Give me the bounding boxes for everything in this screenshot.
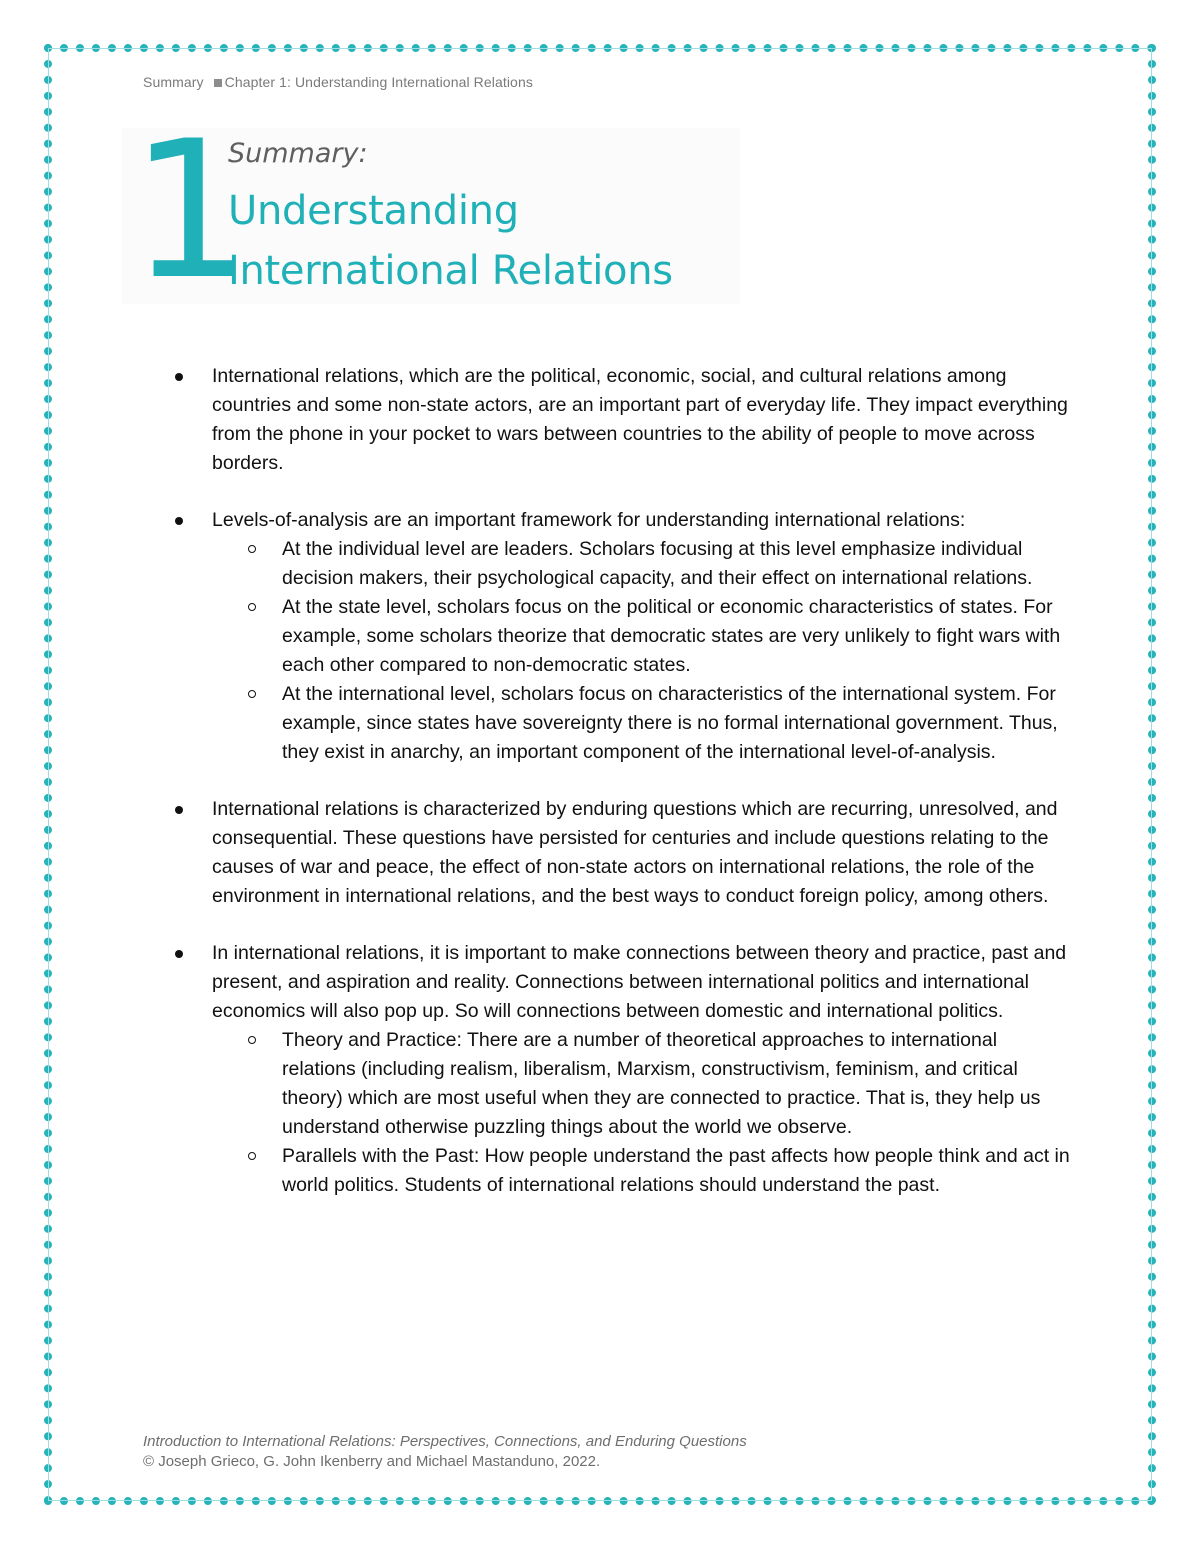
footer-book-title: Introduction to International Relations: Perspectives, Connections, and Enduring Questions [143, 1433, 747, 1450]
bullet-icon [175, 806, 183, 814]
bullet-icon [175, 373, 183, 381]
sub-item-text: Theory and Practice: There are a number of theoretical approaches to international relations (including realism, liberalism, Marxism, constructivism, feminism, and critical theory) which are most useful when they are connected to practice. That is, they help us understand otherwise puzzling things about the world we observe. [282, 1029, 1041, 1138]
bullet-icon [175, 950, 183, 958]
bullet-text: In international relations, it is important to make connections between theory and practice, past and present, and aspiration and reality. Connections between international politics and international economics will also pop up. So will connections between domestic and international politics. [212, 942, 1067, 1022]
hollow-bullet-icon [248, 1036, 256, 1044]
footer [143, 1432, 747, 1472]
bullet-item [170, 362, 1070, 478]
footer-copyright: © Joseph Grieco, G. John Ikenberry and Michael Mastanduno, 2022. [143, 1453, 601, 1470]
bullet-text: Levels-of-analysis are an important framework for understanding international relations: [212, 509, 966, 531]
sub-item-text: At the international level, scholars focus on characteristics of the international system. For example, since states have sovereignty there is no formal international government. Thus, they exist in anarchy, an important component of the international level-of-analysis. [282, 683, 1058, 763]
chapter-title-line-1: Understanding [228, 188, 519, 234]
hollow-bullet-icon [248, 603, 256, 611]
bullet-item [170, 939, 1070, 1200]
sub-list [212, 1026, 1070, 1200]
chapter-title-block [122, 100, 740, 321]
sub-item [212, 593, 1070, 680]
sub-item-text: Parallels with the Past: How people understand the past affects how people think and act in world politics. Students of international relations should understand the past. [282, 1145, 1070, 1196]
running-head [143, 74, 533, 90]
chapter-number: 1 [130, 100, 245, 321]
hollow-bullet-icon [248, 545, 256, 553]
bullet-icon [175, 517, 183, 525]
sub-item [212, 1142, 1070, 1200]
separator-square-icon [214, 79, 222, 87]
bullet-item [170, 795, 1070, 911]
summary-label: Summary: [228, 138, 368, 169]
bullet-text: International relations, which are the political, economic, social, and cultural relations among countries and some non-state actors, are an important part of everyday life. They impact everything from the phone in your pocket to wars between countries to the ability of people to move across borders. [212, 365, 1068, 474]
sub-item [212, 1026, 1070, 1142]
bullet-text: International relations is characterized by enduring questions which are recurring, unresolved, and consequential. These questions have persisted for centuries and include questions relating to the causes of war and peace, the effect of non-state actors on international relations, the role of the environment in international relations, and the best ways to conduct foreign policy, among others. [212, 798, 1058, 907]
sub-item [212, 680, 1070, 767]
sub-item [212, 535, 1070, 593]
sub-list [212, 535, 1070, 767]
sub-item-text: At the individual level are leaders. Scholars focusing at this level emphasize individual decision makers, their psychological capacity, and their effect on international relations. [282, 538, 1033, 589]
running-head-chapter: Chapter 1: Understanding International Relations [224, 74, 533, 90]
running-head-section: Summary [143, 74, 204, 90]
sub-item-text: At the state level, scholars focus on the political or economic characteristics of states. For example, some scholars theorize that democratic states are very unlikely to fight wars with each other compared to non-democratic states. [282, 596, 1061, 676]
bullet-item [170, 506, 1070, 767]
hollow-bullet-icon [248, 690, 256, 698]
summary-content [170, 362, 1070, 1228]
chapter-title-line-2: International Relations [228, 248, 673, 294]
hollow-bullet-icon [248, 1152, 256, 1160]
